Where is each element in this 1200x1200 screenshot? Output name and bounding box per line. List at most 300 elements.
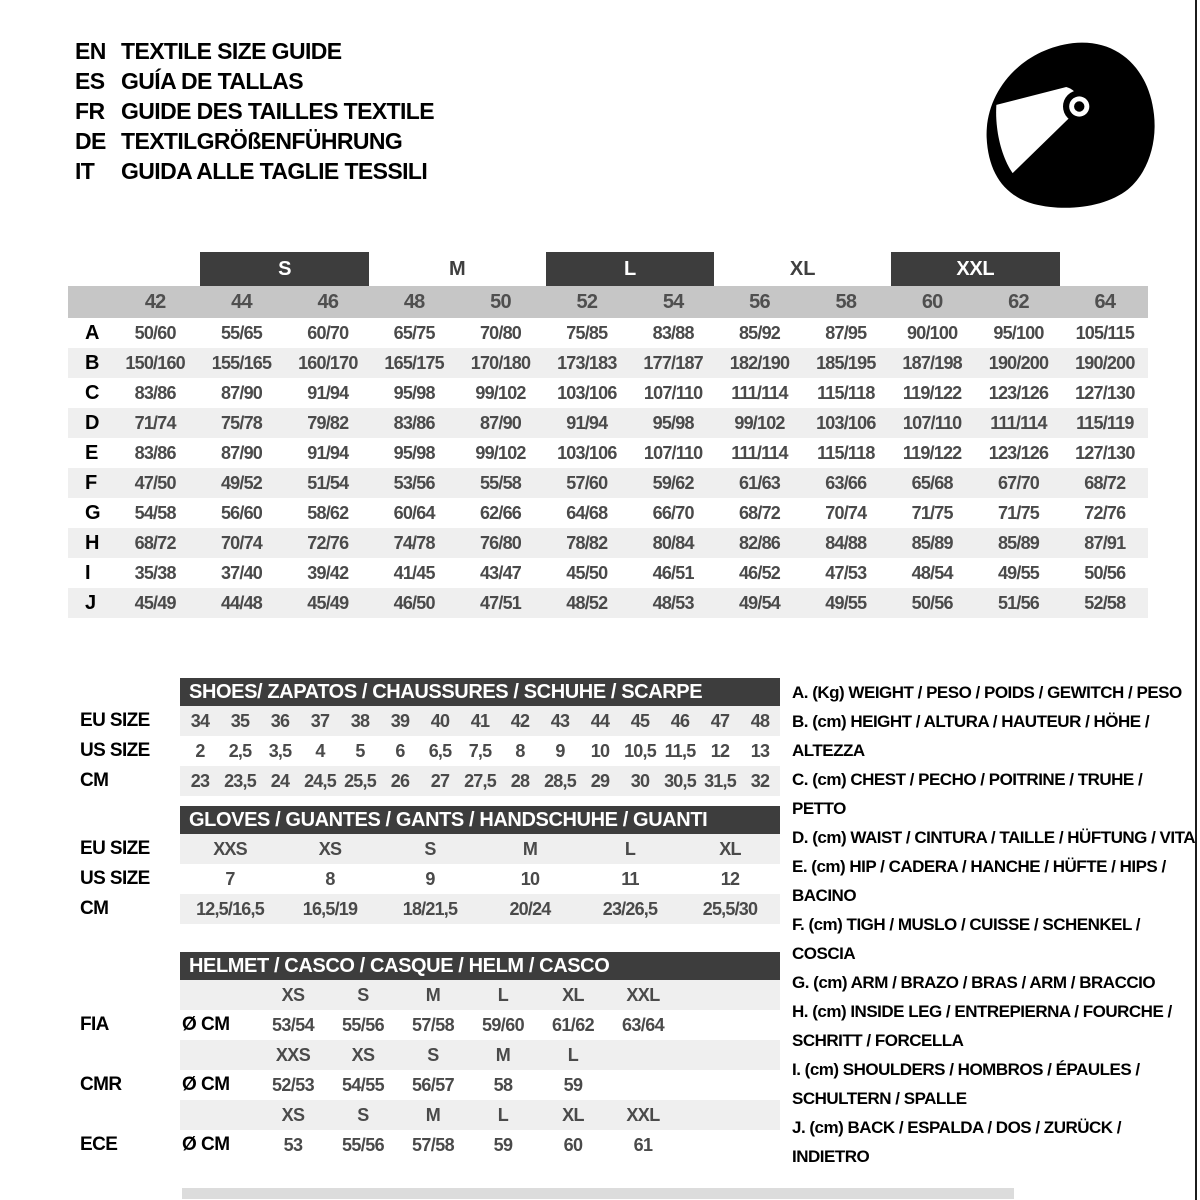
shoes-value-cell: 30,5: [664, 770, 696, 791]
size-table-row: [68, 348, 1148, 378]
legend-item: I. (cm) SHOULDERS / HOMBROS / ÉPAULES / SCHULTERN / SPALLE: [792, 1060, 1140, 1108]
shoes-value-cell: 25,5: [344, 770, 376, 791]
size-value-cell: 48/52: [566, 592, 608, 613]
size-value-cell: 165/175: [384, 352, 444, 373]
shoes-row-cells: [180, 736, 780, 766]
helmet-sizes-cells: [180, 1040, 780, 1070]
gloves-value-cell: 9: [425, 868, 435, 889]
size-table-row: [68, 408, 1148, 438]
size-table-row: [68, 558, 1148, 588]
size-value-cell: 85/89: [911, 532, 953, 553]
guide-title: TEXTILGRÖßENFÜHRUNG: [121, 128, 403, 154]
size-value-cell: 187/198: [902, 352, 962, 373]
size-value-cell: 72/76: [1084, 502, 1126, 523]
shoes-value-cell: 7,5: [468, 740, 492, 761]
helmet-value-cell: 59: [493, 1134, 513, 1155]
shoes-value-cell: 2: [195, 740, 205, 761]
size-value-cell: 68/72: [1084, 472, 1126, 493]
size-value-cell: 83/88: [652, 322, 694, 343]
size-value-cell: 111/114: [731, 382, 788, 403]
size-value-cell: 44/48: [220, 592, 263, 613]
size-value-cell: 85/92: [738, 322, 781, 343]
size-value-cell: 91/94: [307, 442, 349, 463]
helmet-value-cell: 53: [283, 1134, 303, 1155]
shoes-value-cell: 28,5: [544, 770, 576, 791]
size-value-cell: 87/90: [220, 382, 263, 403]
size-value-cell: 46/52: [738, 562, 781, 583]
size-value-cell: 71/74: [134, 412, 176, 433]
helmet-values-row: [68, 1010, 780, 1040]
size-column-header: 48: [403, 290, 425, 313]
legend-item: A. (Kg) WEIGHT / PESO / POIDS / GEWITCH / PESO: [792, 683, 1182, 702]
shoes-value-cell: 42: [510, 710, 530, 731]
size-value-cell: 39/42: [307, 562, 349, 583]
size-column-header: 56: [749, 290, 770, 313]
size-value-cell: 58/62: [307, 502, 349, 523]
shoes-value-cell: 24: [270, 770, 290, 791]
helmet-unit-label: Ø CM: [182, 1014, 230, 1035]
language-title-list: [75, 36, 434, 186]
helmet-size-header: L: [567, 1044, 579, 1065]
size-value-cell: 60/70: [307, 322, 349, 343]
legend-item: E. (cm) HIP / CADERA / HANCHE / HÜFTE / HIPS / BACINO: [792, 857, 1166, 905]
shoes-value-cell: 13: [750, 740, 770, 761]
size-value-cell: 71/75: [997, 502, 1040, 523]
helmet-value-cell: 52/53: [271, 1074, 315, 1095]
guide-title: GUÍA DE TALLAS: [121, 68, 303, 94]
shoes-value-cell: 12: [710, 740, 730, 761]
size-table-row: [68, 318, 1148, 348]
helmet-standard-label: ECE: [80, 1134, 118, 1155]
size-table-row: [68, 378, 1148, 408]
size-column-header: 62: [1008, 290, 1029, 313]
shoes-value-cell: 39: [390, 710, 410, 731]
helmet-values-row: [68, 1070, 780, 1100]
size-value-cell: 62/66: [479, 502, 522, 523]
size-value-cell: 87/90: [479, 412, 522, 433]
shoes-value-cell: 29: [590, 770, 610, 791]
language-row: [75, 126, 434, 156]
helmet-standard-label: CMR: [80, 1074, 122, 1095]
helmet-sizes-cells: [180, 980, 780, 1010]
helmet-sizes-cells: [180, 1100, 780, 1130]
number-strip-spacer: [68, 286, 112, 318]
size-value-cell: 50/56: [1084, 562, 1126, 583]
gloves-value-cell: 25,5/30: [702, 898, 758, 919]
gloves-row-label: EU SIZE: [80, 838, 150, 859]
gloves-value-cell: 18/21,5: [402, 898, 458, 919]
helmet-size-header: XL: [562, 984, 584, 1005]
helmet-size-header: L: [497, 984, 509, 1005]
language-row: [75, 36, 434, 66]
size-value-cell: 43/47: [479, 562, 522, 583]
size-value-cell: 177/187: [643, 352, 703, 373]
language-code: DE: [75, 128, 106, 154]
guide-title: GUIDE DES TAILLES TEXTILE: [121, 98, 434, 124]
size-value-cell: 54/58: [134, 502, 176, 523]
size-value-cell: 87/95: [825, 322, 867, 343]
helmet-value-cell: 61: [633, 1134, 653, 1155]
shoes-value-cell: 31,5: [704, 770, 736, 791]
shoes-row-cells: [180, 766, 780, 796]
size-value-cell: 87/91: [1084, 532, 1126, 553]
size-value-cell: 103/106: [557, 442, 617, 463]
helmet-value-cell: 58: [493, 1074, 513, 1095]
shoes-row: [68, 766, 780, 796]
shoes-row-label: CM: [80, 770, 109, 791]
size-value-cell: 91/94: [307, 382, 349, 403]
size-value-cell: 47/50: [134, 472, 176, 493]
legend-item: G. (cm) ARM / BRAZO / BRAS / ARM / BRACCIO: [792, 973, 1156, 992]
size-value-cell: 49/54: [738, 592, 781, 613]
language-code: IT: [75, 158, 95, 184]
size-value-cell: 51/56: [997, 592, 1040, 613]
helmet-size-table: [68, 952, 780, 1160]
helmet-value-cell: 60: [563, 1134, 583, 1155]
gloves-row: [68, 834, 780, 864]
size-value-cell: 84/88: [825, 532, 867, 553]
size-value-cell: 60/64: [393, 502, 435, 523]
language-row: [75, 96, 434, 126]
size-value-cell: 70/74: [825, 502, 867, 523]
helmet-unit-label: Ø CM: [182, 1134, 230, 1155]
helmet-size-header: XS: [281, 1104, 305, 1125]
size-value-cell: 57/60: [566, 472, 608, 493]
size-value-cell: 52/58: [1084, 592, 1126, 613]
size-value-cell: 99/102: [475, 442, 526, 463]
helmet-value-cell: 57/58: [411, 1014, 455, 1035]
shoes-value-cell: 23: [190, 770, 210, 791]
size-value-cell: 107/110: [643, 382, 703, 403]
shoes-value-cell: 28: [510, 770, 530, 791]
size-group-header-row: [68, 252, 1148, 286]
size-value-cell: 105/115: [1075, 322, 1135, 343]
size-value-cell: 103/106: [557, 382, 617, 403]
size-value-cell: 95/98: [393, 382, 435, 403]
size-table-row: [68, 528, 1148, 558]
helmet-values-row: [68, 1130, 780, 1160]
helmet-values-cells: [180, 1130, 780, 1160]
size-value-cell: 50/60: [134, 322, 176, 343]
row-letter: A: [85, 321, 100, 344]
size-value-cell: 111/114: [731, 442, 788, 463]
shoes-value-cell: 2,5: [228, 740, 252, 761]
size-column-header: 60: [921, 290, 943, 313]
shoes-value-cell: 27: [430, 770, 450, 791]
size-value-cell: 71/75: [911, 502, 953, 523]
size-table-body: [68, 318, 1148, 618]
helmet-size-header: XS: [351, 1044, 375, 1065]
shoes-value-cell: 11,5: [664, 740, 696, 761]
size-value-cell: 59/62: [652, 472, 694, 493]
size-value-cell: 119/122: [902, 442, 962, 463]
shoes-size-table: [68, 678, 780, 796]
size-value-cell: 80/84: [652, 532, 694, 553]
shoes-value-cell: 34: [190, 710, 210, 731]
helmet-size-header: S: [357, 984, 369, 1005]
shoes-value-cell: 45: [630, 710, 650, 731]
shoes-value-cell: 37: [310, 710, 330, 731]
legend-item: H. (cm) INSIDE LEG / ENTREPIERNA / FOURCHE / SCHRITT / FORCELLA: [792, 1002, 1172, 1050]
size-value-cell: 45/50: [566, 562, 608, 583]
legend-item: D. (cm) WAIST / CINTURA / TAILLE / HÜFTUNG / VITA: [792, 828, 1195, 847]
gloves-row-cells: [180, 864, 780, 894]
shoes-value-cell: 27,5: [464, 770, 496, 791]
shoes-value-cell: 10,5: [624, 740, 656, 761]
size-value-cell: 173/183: [557, 352, 617, 373]
row-letter: H: [85, 531, 100, 554]
language-row: [75, 156, 434, 186]
measurement-legend: [792, 678, 1198, 1171]
size-value-cell: 53/56: [393, 472, 435, 493]
gloves-value-cell: XS: [318, 838, 342, 859]
size-table-row: [68, 438, 1148, 468]
helmet-values-cells: [180, 1070, 780, 1100]
size-value-cell: 85/89: [997, 532, 1040, 553]
size-value-cell: 150/160: [125, 352, 185, 373]
helmet-sizes-spacer: [68, 980, 180, 1010]
row-letter: I: [85, 561, 91, 584]
gloves-size-table: [68, 806, 780, 924]
size-value-cell: 115/118: [817, 382, 875, 403]
size-value-cell: 78/82: [566, 532, 608, 553]
racing-helmet-icon: [972, 36, 1167, 216]
shoes-value-cell: 6,5: [428, 740, 452, 761]
helmet-sizes-spacer: [68, 1100, 180, 1130]
size-table-row: [68, 588, 1148, 618]
size-value-cell: 56/60: [220, 502, 263, 523]
shoes-value-cell: 5: [355, 740, 365, 761]
size-value-cell: 155/165: [211, 352, 272, 373]
helmet-size-header: M: [425, 1104, 441, 1125]
helmet-value-cell: 59/60: [481, 1014, 525, 1035]
shoes-value-cell: 8: [515, 740, 525, 761]
size-value-cell: 66/70: [652, 502, 694, 523]
shoes-row-label: EU SIZE: [80, 710, 150, 731]
helmet-value-cell: 53/54: [271, 1014, 315, 1035]
size-column-header: 42: [144, 290, 166, 313]
size-value-cell: 75/85: [566, 322, 608, 343]
gloves-value-cell: M: [522, 838, 538, 859]
row-letter: F: [85, 471, 98, 494]
size-value-cell: 111/114: [990, 412, 1047, 433]
helmet-unit-spacer: [180, 1100, 258, 1130]
helmet-sizes-row: [68, 1100, 780, 1130]
size-value-cell: 103/106: [816, 412, 876, 433]
size-value-cell: 123/126: [988, 442, 1049, 463]
shoes-value-cell: 44: [590, 710, 610, 731]
size-column-header: 44: [231, 290, 252, 313]
legend-item: J. (cm) BACK / ESPALDA / DOS / ZURÜCK / INDIETRO: [792, 1118, 1122, 1166]
bottom-divider-bar: [182, 1188, 1014, 1199]
size-value-cell: 99/102: [734, 412, 785, 433]
helmet-section-title: HELMET / CASCO / CASQUE / HELM / CASCO: [180, 952, 780, 980]
size-group-m: M: [448, 257, 466, 280]
gloves-value-cell: 23/26,5: [602, 898, 658, 919]
shoes-value-cell: 23,5: [224, 770, 256, 791]
size-value-cell: 35/38: [134, 562, 176, 583]
size-value-cell: 107/110: [643, 442, 703, 463]
size-value-cell: 79/82: [307, 412, 349, 433]
size-value-cell: 37/40: [220, 562, 263, 583]
shoes-row: [68, 736, 780, 766]
helmet-unit-spacer: [180, 1040, 258, 1070]
shoes-row: [68, 706, 780, 736]
gloves-value-cell: 11: [621, 868, 639, 889]
helmet-sizes-row: [68, 980, 780, 1010]
size-column-header: 46: [317, 290, 339, 313]
size-value-cell: 123/126: [988, 382, 1049, 403]
size-value-cell: 76/80: [479, 532, 522, 553]
size-value-cell: 87/90: [220, 442, 263, 463]
size-value-cell: 50/56: [911, 592, 953, 613]
shoes-value-cell: 30: [630, 770, 650, 791]
gloves-value-cell: XXS: [213, 838, 247, 859]
gloves-value-cell: 20/24: [509, 898, 551, 919]
gloves-value-cell: 16,5/19: [302, 898, 358, 919]
helmet-value-cell: 59: [563, 1074, 583, 1095]
shoes-value-cell: 10: [590, 740, 610, 761]
size-value-cell: 190/200: [1075, 352, 1135, 373]
gloves-row-cells: [180, 894, 780, 924]
shoes-value-cell: 40: [430, 710, 450, 731]
size-value-cell: 185/195: [816, 352, 876, 373]
right-border-line: [1195, 0, 1197, 1200]
legend-item: C. (cm) CHEST / PECHO / POITRINE / TRUHE / PETTO: [792, 770, 1143, 818]
shoes-value-cell: 43: [550, 710, 570, 731]
size-value-cell: 46/51: [652, 562, 694, 583]
gloves-value-cell: S: [424, 838, 436, 859]
size-group-s: S: [200, 252, 369, 286]
size-value-cell: 61/63: [738, 472, 781, 493]
size-value-cell: 107/110: [902, 412, 962, 433]
shoes-value-cell: 6: [395, 740, 405, 761]
shoes-value-cell: 4: [315, 740, 325, 761]
shoes-value-cell: 48: [750, 710, 770, 731]
helmet-unit-spacer: [180, 980, 258, 1010]
row-letter: B: [85, 351, 100, 374]
helmet-value-cell: 57/58: [411, 1134, 455, 1155]
size-value-cell: 160/170: [298, 352, 358, 373]
helmet-value-cell: [608, 1070, 678, 1100]
size-value-cell: 127/130: [1075, 382, 1135, 403]
size-value-cell: 82/86: [738, 532, 781, 553]
size-value-cell: 49/55: [825, 592, 867, 613]
size-number-strip: [68, 286, 1148, 318]
shoes-value-cell: 26: [390, 770, 410, 791]
row-letter: E: [85, 441, 99, 464]
shoes-value-cell: 47: [710, 710, 730, 731]
helmet-size-header: S: [427, 1044, 439, 1065]
size-value-cell: 170/180: [470, 352, 531, 373]
gloves-value-cell: 12,5/16,5: [196, 898, 264, 919]
size-value-cell: 72/76: [307, 532, 349, 553]
size-value-cell: 46/50: [393, 592, 435, 613]
helmet-value-cell: 63/64: [621, 1014, 665, 1035]
size-value-cell: 65/75: [393, 322, 435, 343]
language-code: FR: [75, 98, 105, 124]
size-value-cell: 70/80: [479, 322, 522, 343]
size-column-header: 58: [835, 290, 857, 313]
shoes-value-cell: 32: [750, 770, 770, 791]
gloves-row: [68, 864, 780, 894]
size-value-cell: 49/55: [997, 562, 1040, 583]
size-value-cell: 95/98: [393, 442, 435, 463]
shoes-value-cell: 24,5: [304, 770, 336, 791]
gloves-row-label: CM: [80, 898, 109, 919]
size-value-cell: 68/72: [134, 532, 176, 553]
size-value-cell: 45/49: [134, 592, 176, 613]
size-value-cell: 75/78: [220, 412, 263, 433]
language-code: EN: [75, 38, 106, 64]
legend-item: F. (cm) TIGH / MUSLO / CUISSE / SCHENKEL / COSCIA: [792, 915, 1141, 963]
size-value-cell: 48/53: [652, 592, 694, 613]
helmet-size-header: [608, 1040, 678, 1070]
size-value-cell: 95/98: [652, 412, 694, 433]
shoes-value-cell: 46: [670, 710, 690, 731]
gloves-row: [68, 894, 780, 924]
helmet-value-cell: 56/57: [411, 1074, 455, 1095]
size-value-cell: 95/100: [993, 322, 1044, 343]
size-value-cell: 127/130: [1075, 442, 1135, 463]
size-value-cell: 64/68: [566, 502, 608, 523]
helmet-size-header: XS: [281, 984, 305, 1005]
size-column-header: 50: [490, 290, 511, 313]
size-value-cell: 190/200: [988, 352, 1049, 373]
size-value-cell: 47/51: [479, 592, 522, 613]
shoes-row-cells: [180, 706, 780, 736]
language-code: ES: [75, 68, 105, 94]
shoes-section-title: SHOES/ ZAPATOS / CHAUSSURES / SCHUHE / SCARPE: [180, 678, 780, 706]
helmet-size-header: S: [357, 1104, 369, 1125]
size-value-cell: 68/72: [738, 502, 781, 523]
gloves-value-cell: 12: [720, 868, 740, 889]
gloves-value-cell: 10: [520, 868, 540, 889]
size-value-cell: 70/74: [220, 532, 263, 553]
size-column-header: 54: [662, 290, 684, 313]
size-value-cell: 55/58: [479, 472, 522, 493]
size-value-cell: 115/119: [1076, 412, 1134, 433]
shoes-value-cell: 41: [470, 710, 490, 731]
shoes-row-label: US SIZE: [80, 740, 150, 761]
size-table-row: [68, 468, 1148, 498]
size-value-cell: 115/118: [817, 442, 875, 463]
helmet-unit-label: Ø CM: [182, 1074, 230, 1095]
helmet-size-header: M: [425, 984, 441, 1005]
gloves-value-cell: 8: [325, 868, 335, 889]
helmet-size-header: M: [495, 1044, 511, 1065]
size-value-cell: 55/65: [220, 322, 263, 343]
helmet-size-header: XXL: [626, 1104, 660, 1125]
gloves-row-label: US SIZE: [80, 868, 150, 889]
size-column-header: 64: [1094, 290, 1116, 313]
size-value-cell: 83/86: [134, 442, 176, 463]
gloves-section-title: GLOVES / GUANTES / GANTS / HANDSCHUHE / GUANTI: [180, 806, 780, 834]
size-value-cell: 83/86: [393, 412, 435, 433]
size-table-row: [68, 498, 1148, 528]
size-group-l: L: [546, 252, 715, 286]
helmet-value-cell: 54/55: [341, 1074, 385, 1095]
row-letter: C: [85, 381, 100, 404]
size-value-cell: 91/94: [566, 412, 608, 433]
size-value-cell: 63/66: [825, 472, 867, 493]
gloves-value-cell: 7: [225, 868, 235, 889]
guide-title: GUIDA ALLE TAGLIE TESSILI: [121, 158, 428, 184]
size-value-cell: 99/102: [475, 382, 526, 403]
guide-title: TEXTILE SIZE GUIDE: [121, 38, 342, 64]
size-value-cell: 51/54: [307, 472, 349, 493]
helmet-size-header: L: [497, 1104, 509, 1125]
